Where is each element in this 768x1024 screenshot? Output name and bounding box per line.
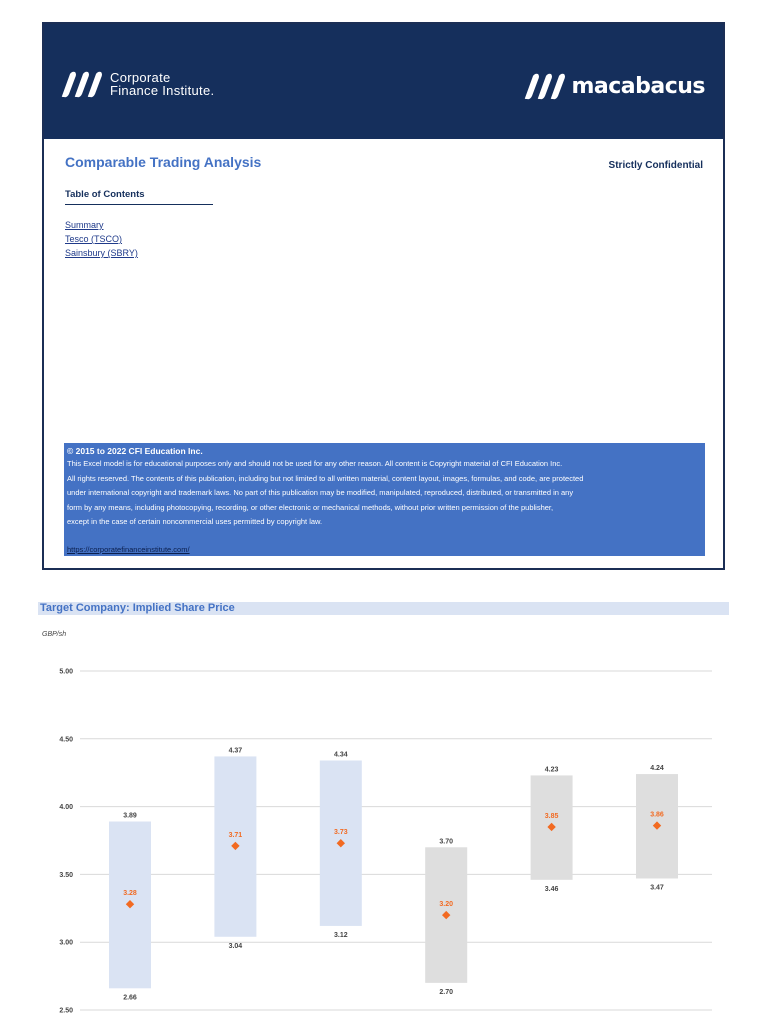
y-axis-unit: GBP/sh bbox=[42, 631, 67, 638]
cover-sheet bbox=[42, 22, 725, 570]
cfi-logo-icon bbox=[60, 70, 104, 98]
chart-header-bar bbox=[38, 602, 729, 615]
document-title: Comparable Trading Analysis bbox=[65, 154, 262, 170]
low-value-label: 3.04 bbox=[228, 942, 243, 950]
implied-share-price-chart bbox=[0, 620, 768, 1024]
chart-title: Target Company: Implied Share Price bbox=[40, 602, 235, 614]
range-bars bbox=[109, 756, 678, 988]
midpoint-value-label: 3.73 bbox=[333, 829, 348, 837]
midpoint-value-label: 3.20 bbox=[439, 901, 454, 909]
y-tick-label: 4.50 bbox=[59, 736, 73, 744]
toc-link-sainsbury[interactable]: Sainsbury (SBRY) bbox=[65, 248, 138, 258]
midpoint-value-label: 3.86 bbox=[650, 811, 664, 819]
cfi-wordmark-line2: Finance Institute. bbox=[110, 83, 215, 98]
cfi-wordmark bbox=[110, 71, 214, 97]
macabacus-logo bbox=[523, 72, 705, 100]
low-value-label: 3.46 bbox=[544, 885, 559, 893]
macabacus-wordmark: macabacus bbox=[571, 73, 705, 99]
midpoint-value-label: 3.28 bbox=[123, 890, 137, 898]
cfi-logo bbox=[60, 70, 214, 98]
y-tick-label: 3.00 bbox=[59, 939, 73, 947]
confidential-label: Strictly Confidential bbox=[608, 160, 703, 171]
high-value-label: 3.70 bbox=[439, 838, 454, 846]
gridlines bbox=[59, 669, 712, 1015]
copyright-line: under international copyright and trademark laws. No part of this publication may be modified, manipulated, reproduced, distributed, or transmitted in any bbox=[67, 488, 574, 497]
y-tick-label: 4.00 bbox=[59, 804, 73, 812]
midpoint-value-label: 3.71 bbox=[228, 831, 243, 839]
low-value-label: 3.47 bbox=[650, 884, 664, 892]
high-value-label: 4.34 bbox=[333, 751, 348, 759]
high-value-label: 4.24 bbox=[650, 765, 664, 773]
copyright-line: except in the case of certain noncommercial uses permitted by copyright law. bbox=[67, 517, 323, 526]
website-link[interactable]: https://corporatefinanceinstitute.com/ bbox=[67, 545, 190, 554]
y-tick-label: 3.50 bbox=[59, 871, 73, 879]
toc-link-tesco[interactable]: Tesco (TSCO) bbox=[65, 234, 123, 244]
copyright-line: This Excel model is for educational purposes only and should not be used for any other reason. All content is Copyright material of CFI Education Inc. bbox=[67, 459, 563, 468]
macabacus-logo-icon bbox=[523, 72, 567, 100]
high-value-label: 3.89 bbox=[123, 812, 137, 820]
toc-list bbox=[65, 218, 138, 260]
high-value-label: 4.23 bbox=[544, 766, 559, 774]
copyright-line: All rights reserved. The contents of this publication, including but not limited to all written material, content layout, images, formulas, and code, are protected bbox=[67, 473, 584, 483]
copyright-heading: © 2015 to 2022 CFI Education Inc. bbox=[67, 446, 203, 456]
low-value-label: 3.12 bbox=[333, 931, 348, 939]
low-value-label: 2.66 bbox=[123, 994, 137, 1002]
toc-heading: Table of Contents bbox=[65, 189, 213, 205]
high-value-label: 4.37 bbox=[228, 747, 243, 755]
y-tick-label: 2.50 bbox=[59, 1007, 73, 1015]
low-value-label: 2.70 bbox=[439, 988, 454, 996]
header-banner bbox=[44, 24, 723, 139]
copyright-line: form by any means, including photocopying, recording, or other electronic or mechanical methods, without prior written permission of the publisher, bbox=[67, 502, 554, 512]
toc-link-summary[interactable]: Summary bbox=[65, 220, 104, 230]
y-tick-label: 5.00 bbox=[59, 668, 73, 676]
midpoint-value-label: 3.85 bbox=[544, 812, 559, 820]
copyright-box bbox=[64, 443, 705, 556]
cfi-wordmark-line1: Corporate bbox=[110, 70, 171, 85]
